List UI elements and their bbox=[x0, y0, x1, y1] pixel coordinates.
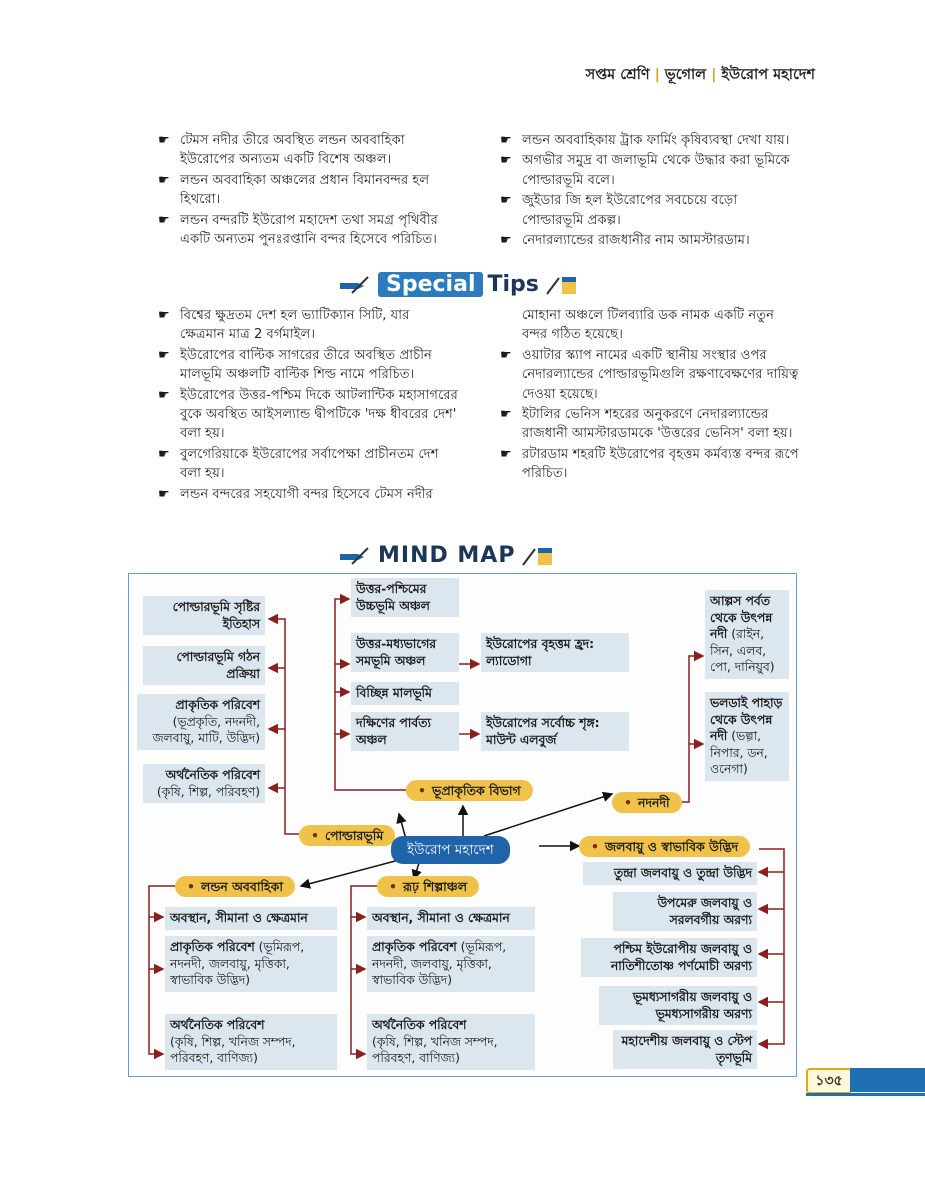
special-tips-banner bbox=[338, 271, 579, 299]
pointing-hand-icon: ☛ bbox=[500, 347, 512, 363]
list-item-text: জুইডার জি হল ইউরোপের সবচেয়ে বড়ো পোল্ডারভূমি প্রকল্প। bbox=[522, 193, 738, 228]
tips-right-list bbox=[500, 306, 800, 485]
mind-map-banner bbox=[338, 543, 555, 568]
node-southern-mountains: দক্ষিণের পার্বত্য অঞ্চল bbox=[351, 712, 459, 751]
list-item bbox=[500, 131, 800, 150]
list-item-text: লন্ডন বন্দরটি ইউরোপ মহাদেশ তথা সমগ্র পৃথিবীর একটি অন্যতম পুনঃরপ্তানি বন্দর হিসেবে পরিচিত। bbox=[180, 212, 438, 248]
pill-climate: • জলবায়ু ও স্বাভাবিক উদ্ভিদ bbox=[579, 836, 750, 857]
pill-rivers: • নদনদী bbox=[612, 792, 682, 813]
list-item bbox=[158, 306, 458, 345]
list-item bbox=[500, 445, 800, 484]
list-item-text: লন্ডন বন্দরের সহযোগী বন্দর হিসেবে টেমস নদীর bbox=[180, 486, 433, 502]
pointing-hand-icon: ☛ bbox=[500, 233, 512, 249]
list-item-text: ইউরোপের বাল্টিক সাগরের তীরে অবস্থিত প্রাচীন মালভূমি অঞ্চলটি বাল্টিক শিল্ড নামে পরিচিত। bbox=[180, 347, 432, 383]
pointing-hand-icon: ☛ bbox=[500, 133, 512, 148]
header-subject: ভূগোল bbox=[664, 67, 707, 83]
pill-london-basin: • লন্ডন অববাহিকা bbox=[175, 876, 295, 897]
header-separator: | bbox=[711, 67, 717, 83]
node-ruhr-economic: অর্থনৈতিক পরিবেশ (কৃষি, শিল্প, খনিজ সম্পদ, পরিবহণ, বাণিজ্য) bbox=[367, 1014, 535, 1070]
book-icon bbox=[545, 274, 579, 296]
list-item-text: লন্ডন অববাহিকা অঞ্চলের প্রধান বিমানবন্দর হল হিথরো। bbox=[180, 172, 430, 208]
list-item-text: মোহানা অঞ্চলে টিলব্যারি ডক নামক একটি নতুন বন্দর গঠিত হয়েছে। bbox=[522, 308, 774, 343]
list-item bbox=[500, 191, 800, 230]
node-polder-process: পোল্ডারভূমি গঠন প্রক্রিয়া bbox=[143, 646, 265, 685]
list-item-text: লন্ডন অববাহিকায় ট্রাক ফার্মিং কৃষিব্যবস্থা দেখা যায়। bbox=[522, 133, 790, 148]
list-item bbox=[158, 386, 458, 444]
list-item-text: রটারডাম শহরটি ইউরোপের বৃহত্তম কর্মব্যস্ত বন্দর রূপে পরিচিত। bbox=[522, 446, 799, 482]
node-tundra: তুন্দ্রা জলবায়ু ও তুন্দ্রা উদ্ভিদ bbox=[583, 862, 757, 885]
list-item-text: ওয়াটার স্ক্যাপ নামের একটি স্থানীয় সংস্থার ওপর নেদারল্যান্ডের পোল্ডারভূমিগুলি রক্ষণাবেক্ষণের দায়িত্ব দেওয়া হয়েছে। bbox=[522, 347, 799, 402]
pointing-hand-icon: ☛ bbox=[500, 153, 512, 169]
pointing-hand-icon: ☛ bbox=[158, 212, 170, 228]
list-item bbox=[500, 346, 800, 404]
list-item bbox=[158, 211, 450, 250]
node-london-economic: অর্থনৈতিক পরিবেশ (কৃষি, শিল্প, খনিজ সম্পদ, পরিবহণ, বাণিজ্য) bbox=[165, 1014, 337, 1070]
pill-physiographic: • ভূপ্রাকৃতিক বিভাগ bbox=[406, 780, 533, 801]
node-plateau: বিচ্ছিন্ন মালভূমি bbox=[351, 682, 459, 705]
node-london-natural: প্রাকৃতিক পরিবেশ (ভূমিরূপ, নদনদী, জলবায়ু, মৃত্তিকা, স্বাভাবিক উদ্ভিদ) bbox=[165, 936, 337, 992]
list-item bbox=[500, 231, 800, 250]
tips-special-label: Special bbox=[378, 272, 483, 297]
list-item bbox=[500, 405, 800, 444]
node-polder-economic: অর্থনৈতিক পরিবেশ (কৃষি, শিল্প, পরিবহণ) bbox=[143, 764, 265, 803]
list-item bbox=[158, 485, 458, 504]
tips-label: Tips bbox=[487, 272, 539, 297]
pill-polder: • পোল্ডারভূমি bbox=[299, 825, 395, 846]
book-icon bbox=[521, 545, 555, 567]
node-west-european: পশ্চিম ইউরোপীয় জলবায়ু ও নাতিশীতোষ্ণ পর্ণমোচী অরণ্য bbox=[581, 938, 757, 977]
tips-left-list bbox=[158, 306, 458, 505]
pointing-hand-icon: ☛ bbox=[500, 407, 512, 423]
page-number-underline bbox=[806, 1093, 925, 1096]
node-highest-peak: ইউরোপের সর্বোচ্চ শৃঙ্গ: মাউন্ট এলবুর্জ bbox=[481, 712, 629, 751]
top-left-list bbox=[158, 131, 450, 250]
list-item bbox=[158, 131, 450, 170]
header-chapter: ইউরোপ মহাদেশ bbox=[721, 67, 815, 83]
header-class: সপ্তম শ্রেণি bbox=[585, 67, 650, 83]
node-mediterranean: ভূমধ্যসাগরীয় জলবায়ু ও ভূমধ্যসাগরীয় অরণ্য bbox=[599, 986, 757, 1025]
node-ruhr-natural: প্রাকৃতিক পরিবেশ (ভূমিরূপ, নদনদী, জলবায়ু, মৃত্তিকা, স্বাভাবিক উদ্ভিদ) bbox=[367, 936, 535, 992]
node-valdai-rivers: ভলডাই পাহাড় থেকে উৎপন্ন নদী (ভল্গা, নিপার, ডন, ওনেগা) bbox=[705, 692, 789, 781]
list-item bbox=[500, 151, 800, 190]
center-node: ইউরোপ মহাদেশ bbox=[391, 836, 510, 864]
page-number-bar bbox=[850, 1068, 925, 1092]
running-header bbox=[586, 64, 815, 88]
mind-map bbox=[128, 573, 797, 1077]
pointing-hand-icon: ☛ bbox=[158, 172, 170, 188]
pointing-hand-icon: ☛ bbox=[158, 133, 170, 148]
list-item-text: টেমস নদীর তীরে অবস্থিত লন্ডন অববাহিকা ইউরোপের অন্যতম একটি বিশেষ অঞ্চল। bbox=[180, 133, 405, 168]
section-title bbox=[378, 271, 539, 299]
pointing-hand-icon: ☛ bbox=[500, 446, 512, 462]
list-item-text: বিশ্বের ক্ষুদ্রতম দেশ হল ভ্যাটিক্যান সিটি, যার ক্ষেত্রমান মাত্র 2 বর্গমাইল। bbox=[180, 308, 410, 343]
node-steppe: মহাদেশীয় জলবায়ু ও স্টেপ তৃণভূমি bbox=[613, 1030, 757, 1069]
list-item-text: ইটালির ভেনিস শহরের অনুকরণে নেদারল্যান্ডের রাজধানী আমস্টারডামকে 'উত্তরের ভেনিস' বলা হয়। bbox=[522, 407, 793, 442]
pointing-hand-icon: ☛ bbox=[500, 193, 512, 209]
node-subpolar: উপমেরু জলবায়ু ও সরলবর্গীয় অরণ্য bbox=[613, 892, 757, 931]
pencil-dash-icon bbox=[338, 545, 372, 567]
list-item bbox=[158, 445, 458, 484]
node-ruhr-location: অবস্থান, সীমানা ও ক্ষেত্রমান bbox=[367, 907, 535, 930]
pencil-dash-icon bbox=[338, 274, 372, 296]
pointing-hand-icon: ☛ bbox=[158, 446, 170, 462]
node-northwest-highlands: উত্তর-পশ্চিমের উচ্চভূমি অঞ্চল bbox=[351, 578, 459, 617]
list-item bbox=[158, 346, 458, 385]
list-item-continued bbox=[500, 306, 800, 345]
pointing-hand-icon: ☛ bbox=[158, 486, 170, 502]
mind-map-title: MIND MAP bbox=[378, 543, 516, 568]
list-item-text: অগভীর সমুদ্র বা জলাভূমি থেকে উদ্ধার করা ভূমিকে পোল্ডারভূমি বলে। bbox=[522, 153, 790, 188]
pill-ruhr: • রূঢ় শিল্পাঞ্চল bbox=[377, 876, 479, 897]
list-item-text: ইউরোপের উত্তর-পশ্চিম দিকে আটলান্টিক মহাসাগরের বুকে অবস্থিত আইসল্যান্ড দ্বীপটিকে 'দক্ষ ধীবরের দেশ' বলা হয়। bbox=[180, 387, 458, 442]
node-largest-lake: ইউরোপের বৃহত্তম হ্রদ: ল্যাডোগা bbox=[481, 633, 629, 672]
list-item-text: বুলগেরিয়াকে ইউরোপের সর্বাপেক্ষা প্রাচীনতম দেশ বলা হয়। bbox=[180, 446, 439, 482]
list-item-text: নেদারল্যান্ডের রাজধানীর নাম আমস্টারডাম। bbox=[522, 233, 750, 249]
list-item bbox=[158, 171, 450, 210]
top-right-list bbox=[500, 131, 800, 251]
pointing-hand-icon: ☛ bbox=[158, 387, 170, 403]
header-separator: | bbox=[654, 67, 660, 83]
node-north-central-plains: উত্তর-মধ্যভাগের সমভূমি অঞ্চল bbox=[351, 633, 459, 672]
node-london-location: অবস্থান, সীমানা ও ক্ষেত্রমান bbox=[165, 907, 337, 930]
page-number: ১৩৫ bbox=[806, 1068, 852, 1094]
node-polder-natural: প্রাকৃতিক পরিবেশ (ভূপ্রকৃতি, নদনদী, জলবায়ু, মাটি, উদ্ভিদ) bbox=[137, 694, 265, 750]
node-polder-history: পোল্ডারভূমি সৃষ্টির ইতিহাস bbox=[143, 596, 265, 635]
pointing-hand-icon: ☛ bbox=[158, 347, 170, 363]
pointing-hand-icon: ☛ bbox=[158, 308, 170, 323]
node-alps-rivers: আল্পস পর্বত থেকে উৎপন্ন নদী (রাইন, সিন, এলব, পো, দানিয়ুব) bbox=[705, 590, 789, 679]
